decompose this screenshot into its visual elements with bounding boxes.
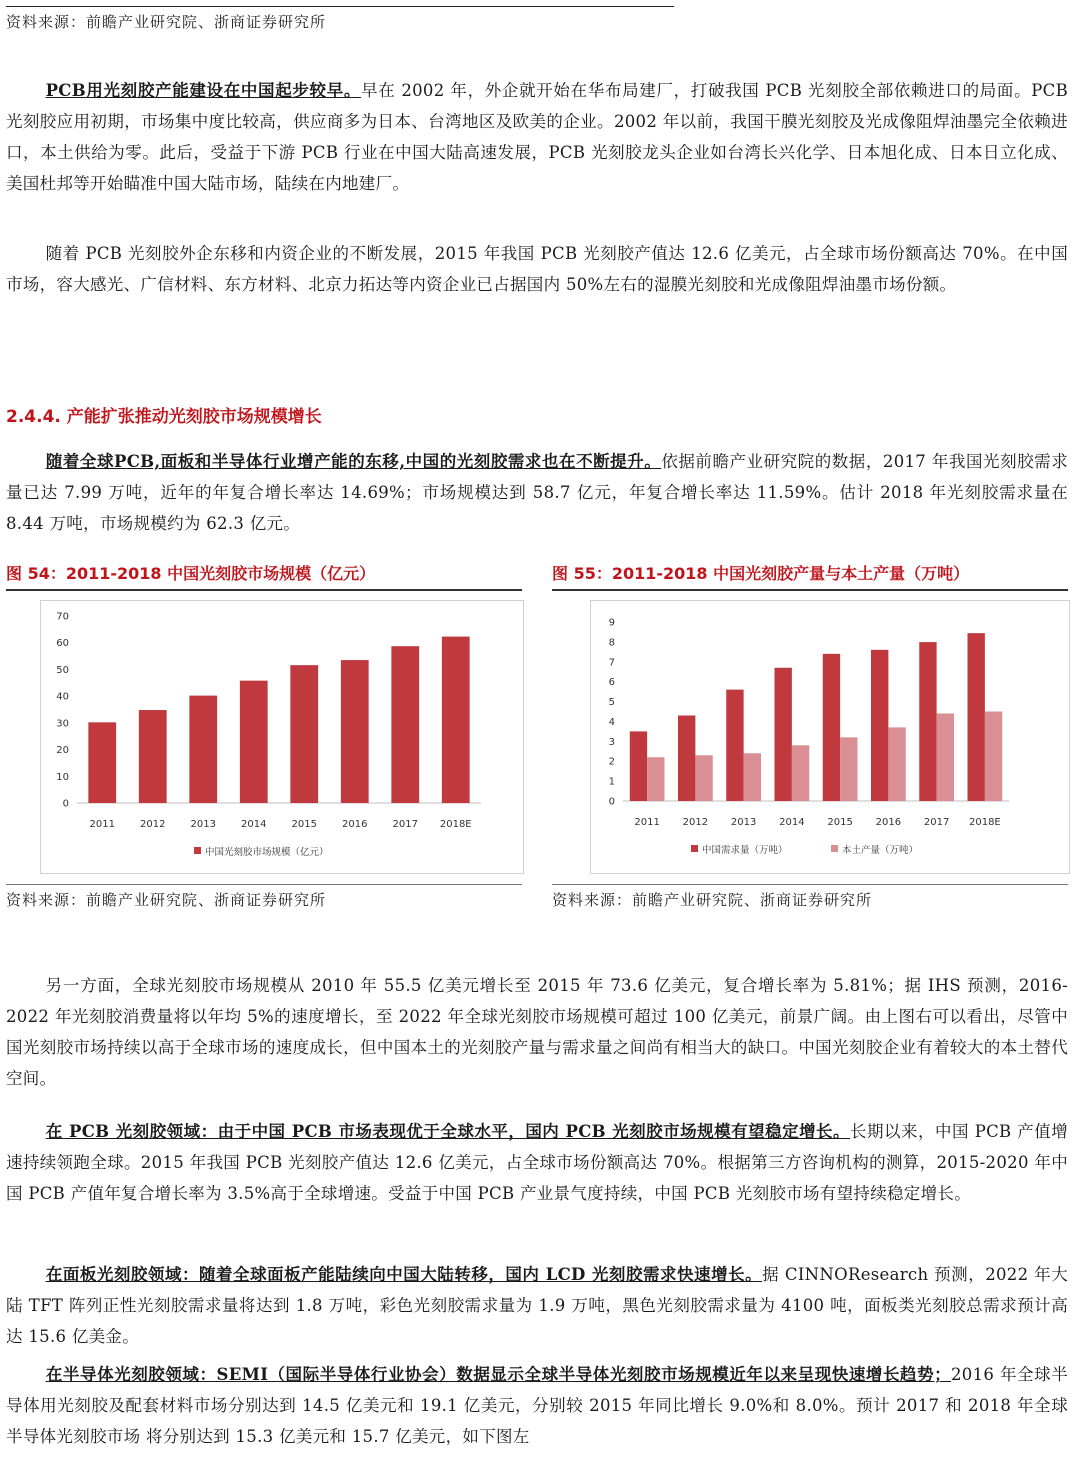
bar-primary (189, 696, 217, 803)
paragraph-global-market: 另一方面，全球光刻胶市场规模从 2010 年 55.5 亿美元增长至 2015 年 73.6 亿美元，复合增长率为 5.81%；据 IHS 预测，2016-2022 年光刻胶消费量将以年均 5%的速度增长，至 2022 年全球光刻胶市场规模可超过 100 亿美元，前景广阔。由上图右可以看出，尽管中国光刻胶市场持续以高于全球市场的速度成长，但中国本土的光刻胶产量与需求量之间尚有相当大的缺口。中国光刻胶企业有着较大的本土替代空间。 (6, 976, 1068, 1088)
paragraph-semiconductor-field (6, 1359, 1068, 1452)
x-tick-label: 2013 (190, 819, 216, 830)
x-tick-label: 2015 (827, 817, 853, 828)
bar-primary (871, 650, 888, 801)
bar-secondary (744, 753, 761, 801)
x-tick-label: 2018E (968, 817, 1001, 828)
bar-primary (290, 665, 318, 803)
bar-primary (88, 722, 116, 803)
paragraph-pcb-field (6, 1116, 1068, 1209)
paragraph-lead: 在面板光刻胶领域：随着全球面板产能陆续向中国大陆转移，国内 LCD 光刻胶需求快速增长。 (45, 1265, 763, 1284)
figure-55-bottom-rule (552, 884, 1068, 885)
top-rule (6, 6, 674, 7)
y-tick-label: 0 (608, 796, 615, 808)
legend-label: 中国光刻胶市场规模（亿元） (205, 847, 329, 858)
y-tick-label: 10 (56, 771, 69, 783)
legend-swatch (831, 845, 838, 852)
figure-54-bottom-rule (6, 884, 522, 885)
section-title: 2.4.4. 产能扩张推动光刻胶市场规模增长 (6, 407, 322, 427)
bar-secondary (647, 757, 664, 801)
bar-secondary (888, 727, 905, 801)
y-tick-label: 1 (608, 776, 615, 788)
bar-primary (139, 710, 167, 803)
bar-primary (726, 690, 743, 801)
figure-55-title: 图 55：2011-2018 中国光刻胶产量与本土产量（万吨） (552, 564, 970, 583)
bar-secondary (840, 737, 857, 801)
paragraph-body: 早在 2002 年，外企就开始在华布局建厂，打破我国 PCB 光刻胶全部依赖进口的局面。PCB 光刻胶应用初期，市场集中度比较高，供应商多为日本、台湾地区及欧美的企业。2002 年以前，我国干膜光刻胶及光成像阻焊油墨完全依赖进口，本土供给为零。此后，受益于下游 PCB 行业在中国大陆高速发展，PCB 光刻胶龙头企业如台湾长兴化学、日本旭化成、日本日立化成、美国杜邦等开始瞄准中国大陆市场，陆续在内地建厂。 (6, 81, 1068, 193)
paragraph-body: 2016 年全球半导体用光刻胶及配套材料市场分别达到 14.5 亿美元和 19.1 亿美元，分别较 2015 年同比增长 9.0%和 8.0%。预计 2017 和 2018 年全球半导体光刻胶市场 将分别达到 15.3 亿美元和 15.7 亿美元，如下图左 (6, 1365, 1068, 1446)
y-tick-label: 70 (56, 611, 69, 623)
x-tick-label: 2017 (923, 817, 950, 828)
bar-primary (630, 731, 647, 801)
y-tick-label: 20 (56, 745, 69, 757)
legend-swatch (691, 845, 698, 852)
bar-secondary (792, 745, 809, 801)
bar-primary (823, 654, 840, 801)
bar-primary (919, 642, 936, 801)
y-tick-label: 30 (56, 718, 69, 730)
paragraph-pcb-early (6, 75, 1068, 199)
bar-primary (341, 660, 369, 803)
y-tick-label: 7 (608, 657, 615, 669)
figure-55-chart (591, 601, 1069, 873)
legend-label: 本土产量（万吨） (842, 845, 919, 856)
figure-55-rule (552, 589, 1068, 591)
x-tick-label: 2012 (140, 819, 166, 830)
figure-55-chart-frame (590, 600, 1070, 874)
paragraph-lead: 随着全球PCB,面板和半导体行业增产能的东移,中国的光刻胶需求也在不断提升。 (45, 452, 662, 471)
bar-secondary (937, 713, 954, 801)
figure-54-rule (6, 589, 522, 591)
legend-swatch (194, 847, 201, 854)
bar-primary (775, 668, 792, 801)
y-tick-label: 0 (62, 798, 69, 810)
x-tick-label: 2018E (439, 819, 472, 830)
bar-secondary (695, 755, 712, 801)
figure-54-source: 资料来源：前瞻产业研究院、浙商证券研究所 (6, 891, 327, 909)
x-tick-label: 2014 (779, 817, 805, 828)
y-tick-label: 5 (608, 697, 615, 709)
x-tick-label: 2011 (89, 819, 115, 830)
paragraph-lead: 在半导体光刻胶领域：SEMI（国际半导体行业协会）数据显示全球半导体光刻胶市场规模近年以来呈现快速增长趋势； (45, 1365, 951, 1384)
bar-secondary (985, 712, 1002, 802)
y-tick-label: 9 (608, 617, 615, 629)
y-tick-label: 60 (56, 638, 69, 650)
y-tick-label: 8 (608, 637, 615, 649)
y-tick-label: 50 (56, 664, 69, 676)
x-tick-label: 2016 (875, 817, 902, 828)
top-source-note: 资料来源：前瞻产业研究院、浙商证券研究所 (6, 13, 327, 31)
bar-primary (968, 633, 985, 801)
paragraph-demand (6, 446, 1068, 539)
y-tick-label: 4 (608, 716, 615, 728)
paragraph-body: 依据前瞻产业研究院的数据，2017 年我国光刻胶需求量已达 7.99 万吨，近年的年复合增长率达 14.69%；市场规模达到 58.7 亿元，年复合增长率达 11.59%。估计 2018 年光刻胶需求量在 8.44 万吨，市场规模约为 62.3 亿元。 (6, 452, 1069, 533)
paragraph-panel-field (6, 1259, 1068, 1352)
y-tick-label: 3 (608, 736, 615, 748)
paragraph-pcb-growth: 随着 PCB 光刻胶外企东移和内资企业的不断发展，2015 年我国 PCB 光刻胶产值达 12.6 亿美元，占全球市场份额高达 70%。在中国市场，容大感光、广信材料、东方材料、北京力拓达等内资企业已占据国内 50%左右的湿膜光刻胶和光成像阻焊油墨市场份额。 (6, 244, 1068, 294)
figure-55-source: 资料来源：前瞻产业研究院、浙商证券研究所 (552, 891, 873, 909)
x-tick-label: 2012 (682, 817, 709, 828)
x-tick-label: 2013 (730, 817, 757, 828)
x-tick-label: 2011 (634, 817, 660, 828)
figure-54-chart (41, 601, 523, 873)
y-tick-label: 40 (56, 691, 69, 703)
y-tick-label: 2 (608, 756, 615, 768)
bar-primary (391, 646, 419, 803)
bar-primary (678, 715, 695, 801)
x-tick-label: 2017 (392, 819, 418, 830)
paragraph-lead: PCB用光刻胶产能建设在中国起步较早。 (45, 81, 362, 100)
bar-primary (240, 681, 268, 803)
legend-label: 中国需求量（万吨） (702, 845, 788, 856)
y-tick-label: 6 (608, 677, 615, 689)
paragraph-body: 据 CINNOResearch 预测，2022 年大陆 TFT 阵列正性光刻胶需求量将达到 1.8 万吨，彩色光刻胶需求量为 1.9 万吨，黑色光刻胶需求量为 4100 吨，面板类光刻胶总需求预计高达 15.6 亿美金。 (6, 1265, 1068, 1346)
paragraph-body: 长期以来，中国 PCB 产值增速持续领跑全球。2015 年我国 PCB 光刻胶产值达 12.6 亿美元，占全球市场份额高达 70%。根据第三方咨询机构的测算，2015-2020 年中国 PCB 产值年复合增长率为 3.5%高于全球增速。受益于中国 PCB 产业景气度持续，中国 PCB 光刻胶市场有望持续稳定增长。 (6, 1122, 1068, 1203)
x-tick-label: 2014 (241, 819, 267, 830)
paragraph-lead: 在 PCB 光刻胶领域：由于中国 PCB 市场表现优于全球水平，国内 PCB 光刻胶市场规模有望稳定增长。 (45, 1122, 851, 1141)
x-tick-label: 2015 (291, 819, 317, 830)
bar-primary (442, 637, 470, 803)
figure-54-title: 图 54：2011-2018 中国光刻胶市场规模（亿元） (6, 564, 376, 583)
x-tick-label: 2016 (342, 819, 368, 830)
figure-54-chart-frame (40, 600, 524, 874)
